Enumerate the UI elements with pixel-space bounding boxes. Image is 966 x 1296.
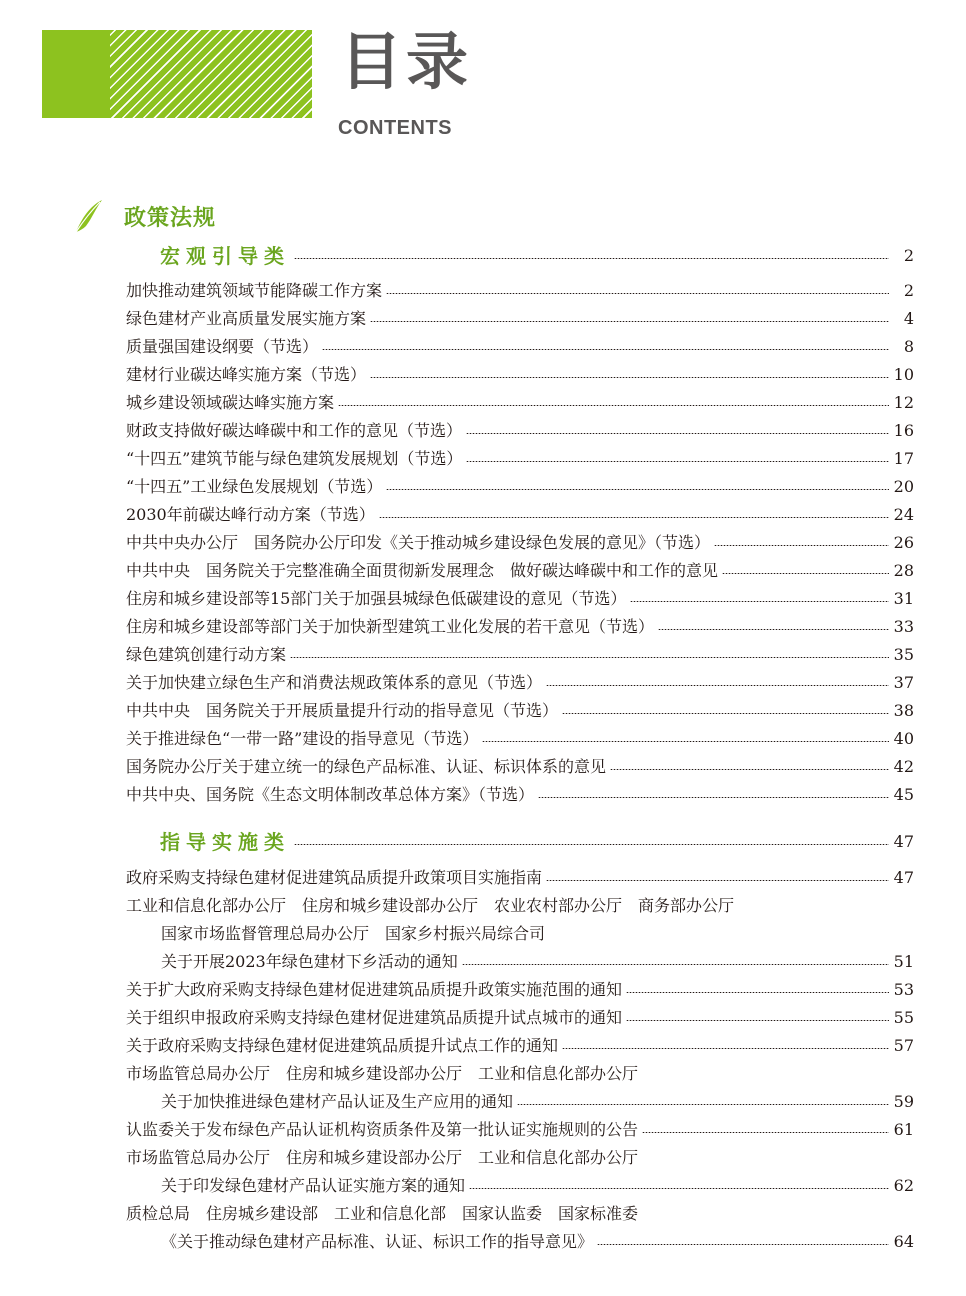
dot-leader — [714, 545, 889, 546]
dot-leader — [562, 713, 889, 714]
toc-entry[interactable] — [0, 391, 966, 415]
toc-entry-title: 关于加快建立绿色生产和消费法规政策体系的意见（节选） — [126, 673, 543, 692]
section-title: 政策法规 — [124, 205, 217, 231]
dot-leader — [290, 657, 889, 658]
toc-entry[interactable] — [0, 643, 966, 667]
toc-page-number: 20 — [893, 477, 914, 496]
toc-page-number: 53 — [893, 980, 914, 999]
page-title: 目录 — [340, 25, 473, 98]
dot-leader — [294, 258, 889, 259]
toc-entry[interactable] — [0, 671, 966, 695]
toc-page-number: 62 — [893, 1176, 914, 1195]
dot-leader — [562, 1048, 889, 1049]
toc-entry-title: 关于推进绿色“一带一路”建设的指导意见（节选） — [126, 729, 479, 748]
toc-entry-title: 国务院办公厅关于建立统一的绿色产品标准、认证、标识体系的意见 — [126, 757, 607, 776]
toc-entry-title: 《关于推动绿色建材产品标准、认证、标识工作的指导意见》 — [161, 1232, 594, 1251]
toc-entry[interactable] — [0, 699, 966, 723]
dot-leader — [322, 349, 889, 350]
dot-leader — [642, 1132, 889, 1133]
dot-leader — [538, 797, 889, 798]
toc-entry-title: 绿色建筑创建行动方案 — [126, 645, 287, 664]
toc-page-number: 26 — [893, 533, 914, 552]
toc-entry[interactable] — [0, 559, 966, 583]
toc-entry-title: 政府采购支持绿色建材促进建筑品质提升政策项目实施指南 — [126, 868, 543, 887]
toc-entry[interactable] — [0, 363, 966, 387]
toc-entry-title: 财政支持做好碳达峰碳中和工作的意见（节选） — [126, 421, 463, 440]
toc-entry[interactable] — [0, 475, 966, 499]
toc-page-number: 57 — [893, 1036, 914, 1055]
dot-leader — [722, 573, 889, 574]
toc-entry-title: 关于政府采购支持绿色建材促进建筑品质提升试点工作的通知 — [126, 1036, 559, 1055]
toc-page-number: 38 — [893, 701, 914, 720]
toc-entry[interactable] — [0, 1174, 966, 1198]
toc-entry[interactable] — [0, 1090, 966, 1114]
toc-page-number: 12 — [893, 393, 914, 412]
toc-page-number: 51 — [893, 952, 914, 971]
toc-page-number: 28 — [893, 561, 914, 580]
toc-page-number: 47 — [893, 832, 914, 851]
toc-page-number: 2 — [903, 246, 914, 265]
toc-entry-title: 工业和信息化部办公厅 住房和城乡建设部办公厅 农业农村部办公厅 商务部办公厅 — [126, 896, 735, 915]
dot-leader — [626, 1020, 889, 1021]
toc-entry[interactable] — [0, 279, 966, 303]
toc-entry[interactable] — [0, 950, 966, 974]
toc-page-number: 17 — [893, 449, 914, 468]
toc-entry-title: 关于印发绿色建材产品认证实施方案的通知 — [161, 1176, 466, 1195]
toc-entry[interactable] — [0, 978, 966, 1002]
toc-entry[interactable] — [0, 894, 966, 918]
dot-leader — [466, 433, 889, 434]
dot-leader — [658, 629, 889, 630]
toc-entry-title: 市场监管总局办公厅 住房和城乡建设部办公厅 工业和信息化部办公厅 — [126, 1064, 639, 1083]
dot-leader — [469, 1188, 889, 1189]
toc-page-number: 31 — [893, 589, 914, 608]
toc-entry-title: 宏观引导类 — [160, 244, 290, 268]
toc-entry-title: 住房和城乡建设部等部门关于加快新型建筑工业化发展的若干意见（节选） — [126, 617, 655, 636]
toc-entry[interactable] — [0, 531, 966, 555]
toc-page-number: 59 — [893, 1092, 914, 1111]
toc-entry-title: 2030年前碳达峰行动方案（节选） — [126, 505, 375, 524]
dot-leader — [610, 769, 889, 770]
toc-entry-title: 中共中央办公厅 国务院办公厅印发《关于推动城乡建设绿色发展的意见》（节选） — [126, 533, 711, 552]
toc-entry[interactable] — [0, 922, 966, 946]
toc-entry-title: 市场监管总局办公厅 住房和城乡建设部办公厅 工业和信息化部办公厅 — [126, 1148, 639, 1167]
toc-page-number: 55 — [893, 1008, 914, 1027]
dot-leader — [546, 880, 889, 881]
dot-leader — [294, 844, 889, 845]
toc-entry-title: 中共中央 国务院关于完整准确全面贯彻新发展理念 做好碳达峰碳中和工作的意见 — [126, 561, 719, 580]
dot-leader — [370, 321, 889, 322]
toc-page-number: 64 — [893, 1232, 914, 1251]
toc-entry-title: 关于开展2023年绿色建材下乡活动的通知 — [161, 952, 458, 971]
toc-entry[interactable] — [0, 419, 966, 443]
dot-leader — [626, 992, 889, 993]
dot-leader — [379, 517, 889, 518]
toc-entry[interactable] — [0, 1062, 966, 1086]
toc-page-number: 61 — [893, 1120, 914, 1139]
toc-page-number: 35 — [893, 645, 914, 664]
toc-entry-title: 关于组织申报政府采购支持绿色建材促进建筑品质提升试点城市的通知 — [126, 1008, 623, 1027]
toc-entry-title: “十四五”建筑节能与绿色建筑发展规划（节选） — [126, 449, 463, 468]
toc-entry[interactable] — [0, 587, 966, 611]
toc-entry-title: 加快推动建筑领域节能降碳工作方案 — [126, 281, 383, 300]
page-subtitle: CONTENTS — [338, 117, 452, 139]
dot-leader — [370, 377, 889, 378]
dot-leader — [517, 1104, 889, 1105]
toc-entry[interactable] — [0, 1034, 966, 1058]
toc-entry-title: 指导实施类 — [160, 830, 290, 854]
dot-leader — [386, 489, 889, 490]
dot-leader — [597, 1244, 889, 1245]
toc-entry[interactable] — [0, 615, 966, 639]
toc-entry[interactable] — [0, 783, 966, 807]
toc-page-number: 47 — [893, 868, 914, 887]
toc-page-number: 33 — [893, 617, 914, 636]
toc-page-number: 40 — [893, 729, 914, 748]
toc-entry-title: 质量强国建设纲要（节选） — [126, 337, 319, 356]
toc-entry[interactable] — [0, 447, 966, 471]
toc-entry-title: 国家市场监督管理总局办公厅 国家乡村振兴局综合司 — [161, 924, 546, 943]
dot-leader — [462, 964, 889, 965]
dot-leader — [466, 461, 889, 462]
toc-page-number: 16 — [893, 421, 914, 440]
dot-leader — [630, 601, 889, 602]
toc-entry[interactable] — [0, 1006, 966, 1030]
dot-leader — [482, 741, 889, 742]
toc-entry[interactable] — [0, 503, 966, 527]
toc-page-number: 24 — [893, 505, 914, 524]
toc-entry[interactable] — [0, 1146, 966, 1170]
toc-entry-title: 中共中央、国务院《生态文明体制改革总体方案》（节选） — [126, 785, 535, 804]
toc-page-number: 2 — [903, 281, 914, 300]
toc-page-number: 45 — [893, 785, 914, 804]
toc-entry-title: 城乡建设领域碳达峰实施方案 — [126, 393, 335, 412]
dot-leader — [338, 405, 889, 406]
toc-entry[interactable] — [0, 755, 966, 779]
toc-subheading[interactable] — [0, 830, 966, 854]
toc-entry[interactable] — [0, 335, 966, 359]
toc-entry-title: 关于加快推进绿色建材产品认证及生产应用的通知 — [161, 1092, 514, 1111]
toc-page-number: 4 — [903, 309, 914, 328]
toc-entry-title: 建材行业碳达峰实施方案（节选） — [126, 365, 367, 384]
toc-entry-title: “十四五”工业绿色发展规划（节选） — [126, 477, 383, 496]
toc-entry-title: 质检总局 住房城乡建设部 工业和信息化部 国家认监委 国家标准委 — [126, 1204, 639, 1223]
toc-page-number: 10 — [893, 365, 914, 384]
toc-entry[interactable] — [0, 1118, 966, 1142]
toc-entry[interactable] — [0, 866, 966, 890]
toc-entry-title: 住房和城乡建设部等15部门关于加强县城绿色低碳建设的意见（节选） — [126, 589, 627, 608]
toc-page-number: 8 — [903, 337, 914, 356]
toc-page-number: 42 — [893, 757, 914, 776]
toc-entry[interactable] — [0, 1202, 966, 1226]
toc-entry[interactable] — [0, 307, 966, 331]
toc-page-number: 37 — [893, 673, 914, 692]
toc-entry[interactable] — [0, 1230, 966, 1254]
toc-entry-title: 认监委关于发布绿色产品认证机构资质条件及第一批认证实施规则的公告 — [126, 1120, 639, 1139]
toc-entry-title: 中共中央 国务院关于开展质量提升行动的指导意见（节选） — [126, 701, 559, 720]
dot-leader — [546, 685, 889, 686]
dot-leader — [386, 293, 889, 294]
toc-subheading[interactable] — [0, 244, 966, 268]
toc-entry[interactable] — [0, 727, 966, 751]
toc-entry-title: 关于扩大政府采购支持绿色建材促进建筑品质提升政策实施范围的通知 — [126, 980, 623, 999]
toc-entry-title: 绿色建材产业高质量发展实施方案 — [126, 309, 367, 328]
